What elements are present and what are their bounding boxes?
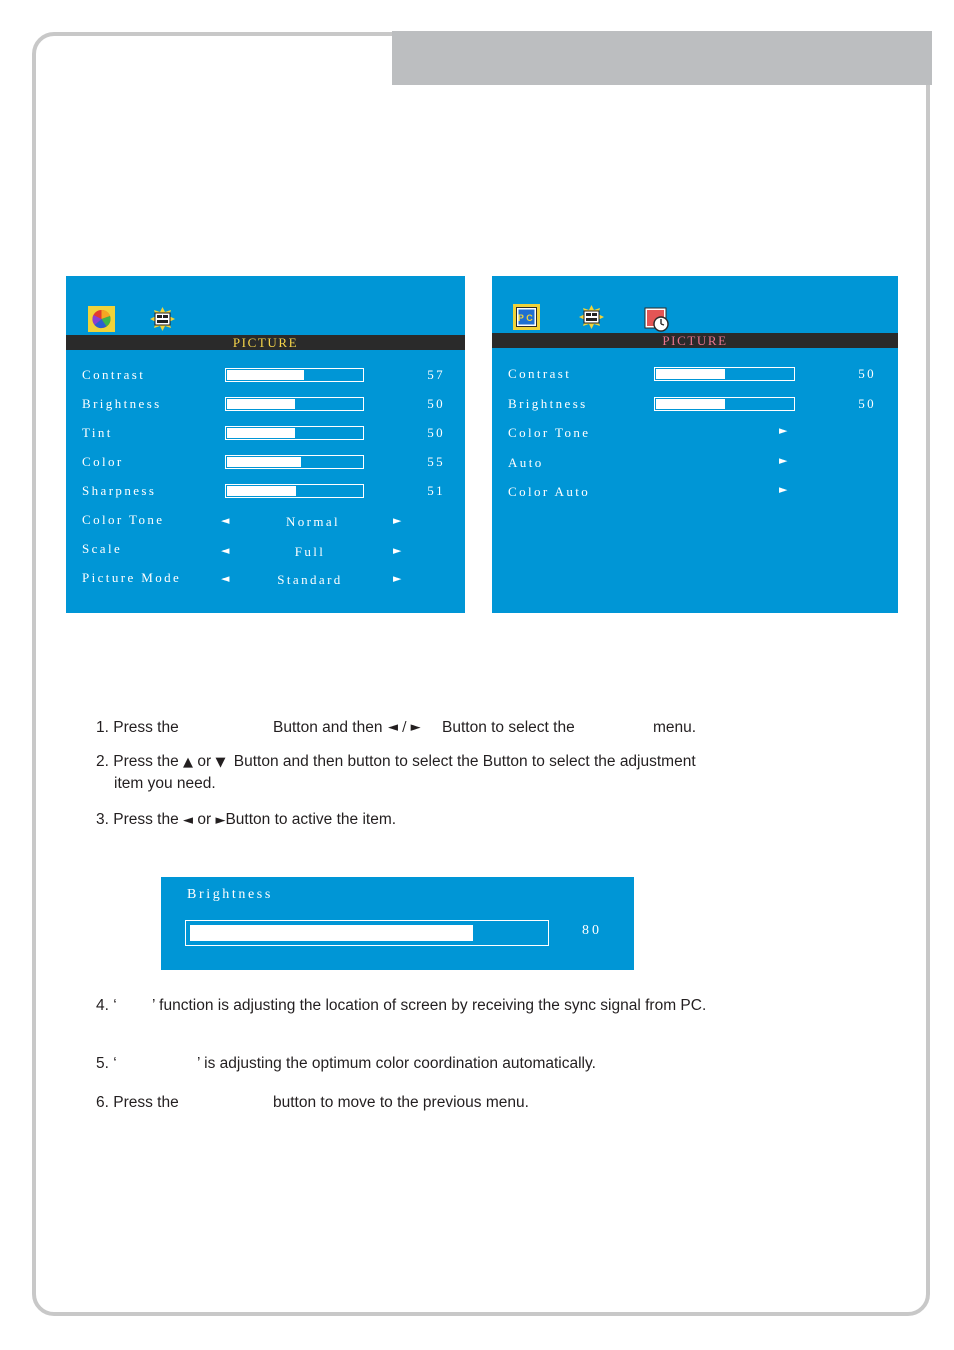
step6-text-b: button to move to the previous menu.	[273, 1094, 529, 1111]
instruction-step-6	[96, 1094, 529, 1112]
sharpness-slider-fill	[227, 486, 296, 496]
contrast-slider[interactable]	[225, 368, 364, 382]
menu-item-auto[interactable]: Auto	[508, 455, 544, 470]
step6-text-a: 6. Press the	[96, 1094, 179, 1111]
menu-item-color[interactable]: Color	[82, 454, 124, 469]
brightness-value: 50	[858, 396, 876, 411]
instruction-step-2	[96, 753, 696, 771]
right-arrow-icon: ►	[215, 813, 226, 828]
color-slider-fill	[227, 457, 301, 467]
tint-slider[interactable]	[225, 426, 364, 440]
auto-enter-arrow[interactable]: ►	[779, 454, 788, 467]
step2-text-a: 2. Press the	[96, 753, 179, 770]
header-bar	[392, 31, 932, 85]
contrast-slider-fill	[227, 370, 304, 380]
color-tone-left-arrow[interactable]: ◄	[221, 514, 230, 527]
brightness-slider[interactable]	[225, 397, 364, 411]
step4-text-a: 4. ‘	[96, 997, 117, 1014]
scale-right-arrow[interactable]: ►	[393, 544, 402, 557]
color-auto-enter-arrow[interactable]: ►	[779, 483, 788, 496]
color-tone-right-arrow[interactable]: ►	[393, 514, 402, 527]
step2-text-b: Button and then button to select the Button to select the adjustment	[233, 753, 696, 770]
step3-text-b: Button to active the item.	[225, 811, 397, 828]
menu-item-color-auto[interactable]: Color Auto	[508, 484, 591, 499]
brightness-value: 50	[427, 396, 445, 411]
sharpness-value: 51	[427, 483, 445, 498]
menu-item-tint[interactable]: Tint	[82, 425, 113, 440]
menu-item-color-tone[interactable]: Color Tone	[508, 425, 591, 440]
pc-icon[interactable]	[513, 304, 540, 330]
step1-text-b: Button and then	[273, 719, 383, 736]
osd-menu-title: PICTURE	[66, 335, 465, 350]
step5-text-a: 5. ‘	[96, 1055, 117, 1072]
instruction-step-4	[96, 997, 707, 1015]
scale-value: Full	[294, 544, 326, 559]
contrast-value: 57	[427, 367, 445, 382]
contrast-slider-fill	[656, 369, 725, 379]
brightness-popup-value: 80	[582, 923, 602, 938]
brightness-slider[interactable]	[654, 397, 795, 411]
setup-icon[interactable]	[149, 306, 176, 332]
color-tone-enter-arrow[interactable]: ►	[779, 424, 788, 437]
menu-item-color-tone[interactable]: Color Tone	[82, 512, 165, 527]
brightness-popup-slider[interactable]	[185, 920, 549, 946]
tint-value: 50	[427, 425, 445, 440]
up-arrow-icon: ▲	[183, 755, 194, 770]
color-wheel-icon[interactable]	[88, 306, 115, 332]
color-tone-value: Normal	[285, 514, 341, 529]
color-slider[interactable]	[225, 455, 364, 469]
menu-item-sharpness[interactable]: Sharpness	[82, 483, 157, 498]
step3-or: or	[197, 811, 212, 828]
step2-or: or	[197, 753, 212, 770]
contrast-slider[interactable]	[654, 367, 795, 381]
left-arrow-icon: ◄	[183, 813, 194, 828]
step1-arrows: ◄ / ►	[388, 720, 421, 735]
brightness-slider-fill	[227, 399, 295, 409]
setup-icon[interactable]	[578, 304, 605, 330]
osd-menu-title: PICTURE	[492, 333, 898, 348]
menu-item-contrast[interactable]: Contrast	[82, 367, 146, 382]
instruction-step-2-cont: item you need.	[114, 775, 216, 792]
picture-mode-left-arrow[interactable]: ◄	[221, 572, 230, 585]
page-frame	[32, 32, 930, 1316]
picture-mode-value: Standard	[277, 572, 343, 587]
sharpness-slider[interactable]	[225, 484, 364, 498]
down-arrow-icon: ▼	[215, 755, 226, 770]
step1-text-e: menu.	[653, 719, 697, 736]
clock-icon[interactable]	[644, 306, 671, 332]
color-value: 55	[427, 454, 445, 469]
tint-slider-fill	[227, 428, 295, 438]
step1-text-d: Button to select the	[442, 719, 575, 736]
scale-left-arrow[interactable]: ◄	[221, 544, 230, 557]
step4-text-b: ’ function is adjusting the location of screen by receiving the sync signal from PC.	[152, 997, 707, 1014]
menu-item-scale[interactable]: Scale	[82, 541, 123, 556]
picture-mode-right-arrow[interactable]: ►	[393, 572, 402, 585]
brightness-popup-fill	[190, 925, 473, 941]
instruction-step-1	[96, 719, 697, 737]
menu-item-picture-mode[interactable]: Picture Mode	[82, 570, 182, 585]
menu-item-brightness[interactable]: Brightness	[82, 396, 162, 411]
instruction-step-3	[96, 811, 396, 829]
step5-text-b: ’ is adjusting the optimum color coordination automatically.	[197, 1055, 596, 1072]
step1-text-a: 1. Press the	[96, 719, 179, 736]
brightness-adjust-popup	[161, 877, 634, 970]
instruction-step-5	[96, 1055, 596, 1073]
osd-picture-menu-pc	[492, 276, 898, 613]
menu-item-brightness[interactable]: Brightness	[508, 396, 588, 411]
svg-text:PC: PC	[517, 313, 536, 323]
popup-label: Brightness	[187, 887, 273, 902]
step3-text-a: 3. Press the	[96, 811, 179, 828]
contrast-value: 50	[858, 366, 876, 381]
menu-item-contrast[interactable]: Contrast	[508, 366, 572, 381]
osd-picture-menu-av	[66, 276, 465, 613]
brightness-slider-fill	[656, 399, 725, 409]
